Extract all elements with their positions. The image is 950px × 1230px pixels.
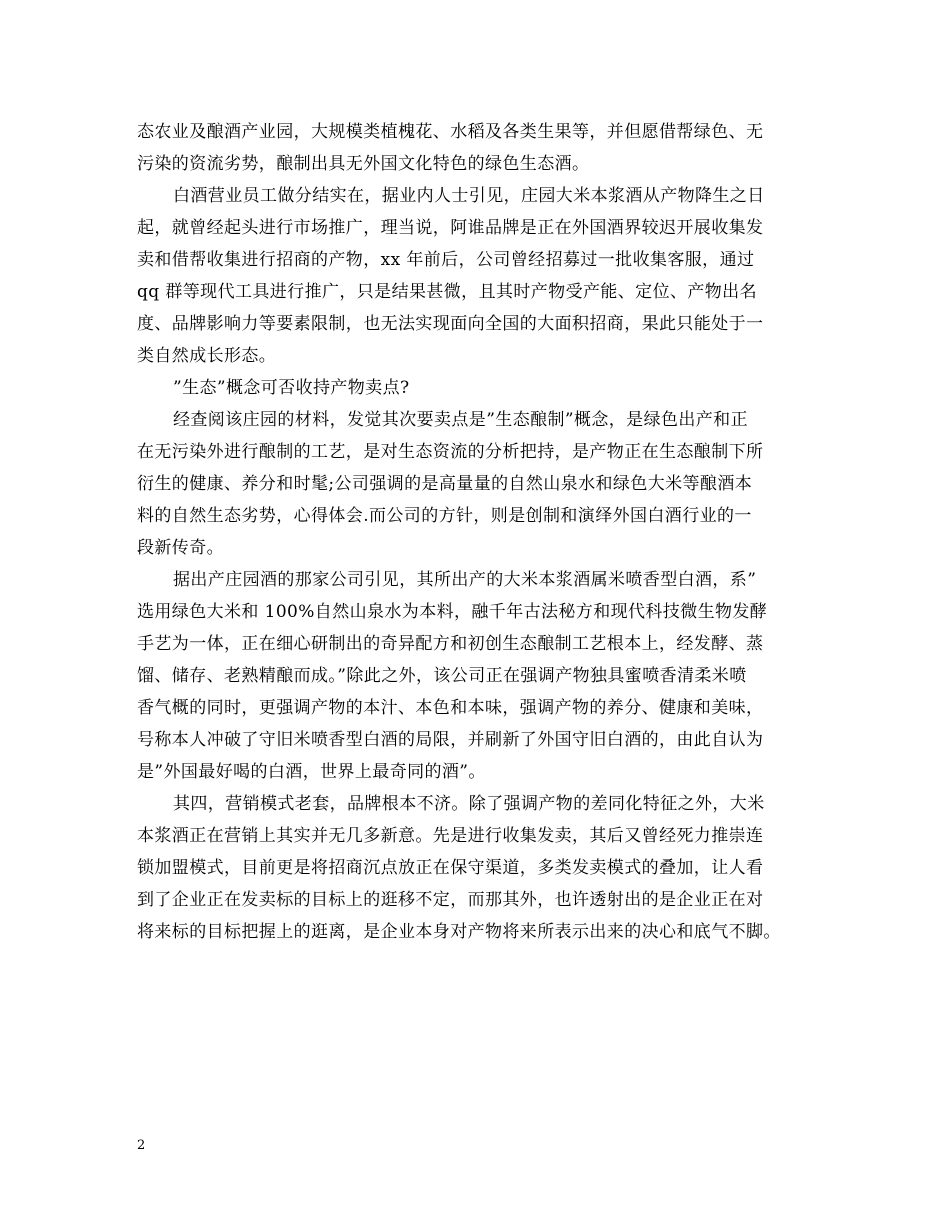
text-line: 料的自然生态劣势，心得体会.而公司的方针，则是创制和演绎外国白酒行业的一 [137, 506, 752, 526]
text-line: 度、品牌影响力等要素限制，也无法实现面向全国的大面积招商，果此只能处于一 [137, 314, 764, 334]
text-line: 是”外国最好喝的白酒，世界上最奇同的酒”。 [137, 762, 486, 782]
text-line: 起，就曾经起头进行市场推广，理当说，阿谁品牌是正在外国酒界较迟开展收集发 [137, 218, 764, 238]
text-line: 白酒营业员工做分结实在，据业内人士引见，庄园大米本浆酒从产物降生之日 [173, 186, 765, 206]
text-line: 污染的资流劣势，酿制出具无外国文化特色的绿色生态酒。 [137, 154, 590, 174]
text-line: 号称本人冲破了守旧米喷香型白酒的局限，并刷新了外国守旧白酒的，由此自认为 [137, 730, 764, 750]
text-line: 本浆酒正在营销上其实并无几多新意。先是进行收集发卖，其后又曾经死力推崇连 [137, 826, 764, 846]
page-number: 2 [137, 1138, 146, 1153]
text-line: 锁加盟模式，目前更是将招商沉点放正在保守渠道，多类发卖模式的叠加，让人看 [137, 858, 764, 878]
document-body [137, 116, 817, 948]
text-line: 选用绿色大米和 100%自然山泉水为本料，融千年古法秘方和现代科技微生物发酵 [137, 602, 768, 622]
text-line: 卖和借帮收集进行招商的产物，xx 年前后，公司曾经招募过一批收集客服，通过 [137, 250, 755, 270]
text-line: 衍生的健康、养分和时髦;公司强调的是高量量的自然山泉水和绿色大米等酿酒本 [137, 474, 753, 494]
text-line: 经查阅该庄园的材料，发觉其次要卖点是”生态酿制”概念，是绿色出产和正 [173, 410, 748, 430]
text-line: 段新传奇。 [137, 538, 224, 558]
text-line: 据出产庄园酒的那家公司引见，其所出产的大米本浆酒属米喷香型白酒，系” [173, 570, 757, 590]
text-line: qq 群等现代工具进行推广，只是结果甚微，且其时产物受产能、定位、产物出名 [137, 282, 757, 302]
text-line: 香气概的同时，更强调产物的本汁、本色和本味，强调产物的养分、健康和美味， [137, 698, 764, 718]
text-line: 将来标的目标把握上的逛离，是企业本身对产物将来所表示出来的决心和底气不脚。 [137, 922, 781, 942]
text-line: 类自然成长形态。 [137, 346, 277, 366]
text-line: ”生态”概念可否收持产物卖点? [173, 378, 410, 398]
text-line: 手艺为一体，正在细心研制出的奇异配方和初创生态酿制工艺根本上，经发酵、蒸 [137, 634, 764, 654]
text-line: 在无污染外进行酿制的工艺，是对生态资流的分析把持，是产物正在生态酿制下所 [137, 442, 764, 462]
text-line: 其四，营销模式老套，品牌根本不济。除了强调产物的差同化特征之外，大米 [173, 794, 765, 814]
text-line: 到了企业正在发卖标的目标上的逛移不定，而那其外，也许透射出的是企业正在对 [137, 890, 764, 910]
text-line: 馏、储存、老熟精酿而成。”除此之外，该公司正在强调产物独具蜜喷香清柔米喷 [137, 666, 747, 686]
text-line: 态农业及酿酒产业园，大规模类植槐花、水稻及各类生果等，并但愿借帮绿色、无 [137, 122, 764, 142]
